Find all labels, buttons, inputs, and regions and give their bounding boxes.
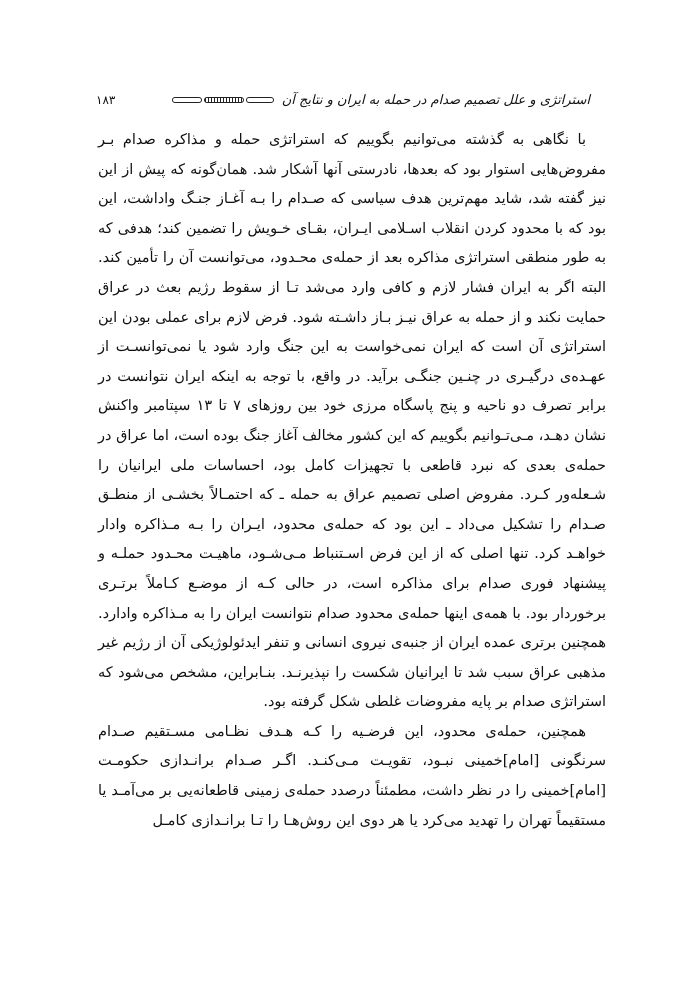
page-number: ۱۸۳ [96, 93, 116, 107]
header-title-group [172, 93, 590, 108]
paragraph: با نگاهی به گذشته می‌توانیم بگوییم که استراتژی حمله و مذاکره صدام بـر مفروض‌هایی استوار بود که بعدها، نادرستی آنها آشکار شد. همان‌گونه که پیش از این نیز گفته شد، شاید مهم‌ترین هدف سیاسی که صـدام را بـه آغـاز جنـگ واداشت، این بود که با محدود کردن انقلاب اسـلامی ایـران، بقـای خـویش را تضمین کند؛ هدفی که به طور منطقی استراتژی مذاکره بعد از حمله‌ی محـدود، می‌توانست آن را تأمین کند. البته اگر به ایران فشار لازم و کافی وارد می‌شد تـا از سقوط رژیم بعث در عراق حمایت نکند و از حمله به عراق نیـز بـاز داشـته شود. فرض لازم برای عملی بودن این استراتژی آن است که ایران نمی‌خواست به این جنگ وارد شود یا نمی‌توانسـت از عهـده‌ی درگیـری در چنـین جنگـی برآید. در واقع، با توجه به اینکه ایران نتوانست در برابر تصرف دو ناحیه و پنج پاسگاه مرزی خود بین روزهای ۷ تا ۱۳ سپتامبر واکنش نشان دهـد، مـی‌تـوانیم بگوییم که این کشور مخالف آغاز جنگ بوده است، اما عراق در حمله‌ی بعدی که نبرد قاطعی با تجهیزات کامل بود، احساسات ملی ایرانیان را شـعله‌ور کـرد. مفروض اصلی تصمیم عراق به حمله ـ که احتمـالاً بخشـی از منطـق صـدام را تشکیل می‌داد ـ این بود که حمله‌ی محدود، ایـران را بـه مـذاکره وادار خواهـد کرد. تنها اصلی که از این فرض اسـتنباط مـی‌شـود، ماهیـت محـدود حملـه و پیشنهاد فوری صدام برای مذاکره است، در حالی کـه از موضـع کـاملاً برتـری برخوردار بود. با همه‌ی اینها حمله‌ی محدود صدام نتوانست ایران را به مـذاکره وادارد. همچنین برتری عمده ایران از جنبه‌ی نیروی انسانی و تنفر ایدئولوژیکی آن از رژیم غیر مذهبی عراق سبب شد تا ایرانیان شکست را نپذیرنـد. بنـابراین، مشخص می‌شود که استراتژی صدام بر پایه مفروضات غلطی شکل گرفته بود. [98, 132, 606, 711]
paragraph: همچنین، حمله‌ی محدود، این فرضـیه را کـه هـدف نظـامی مسـتقیم صـدام سرنگونی [امام]خمینی نبـود، تقویـت مـی‌کنـد. اگـر صـدام برانـدازی حکومـت [امام]خمینی را در نظر داشت، مطمئناً درصدد حمله‌ی زمینی قاطعانه‌یی بر می‌آمـد یا مستقیماً تهران را تهدید می‌کرد یا هر دوی این روش‌هـا را تـا برانـدازی کامـل [98, 723, 606, 829]
page-header [96, 88, 590, 112]
body-text [98, 126, 606, 836]
header-ornament-icon [172, 97, 274, 103]
running-title: استراتژی و علل تصمیم صدام در حمله به ایران و نتایج آن [281, 92, 590, 108]
